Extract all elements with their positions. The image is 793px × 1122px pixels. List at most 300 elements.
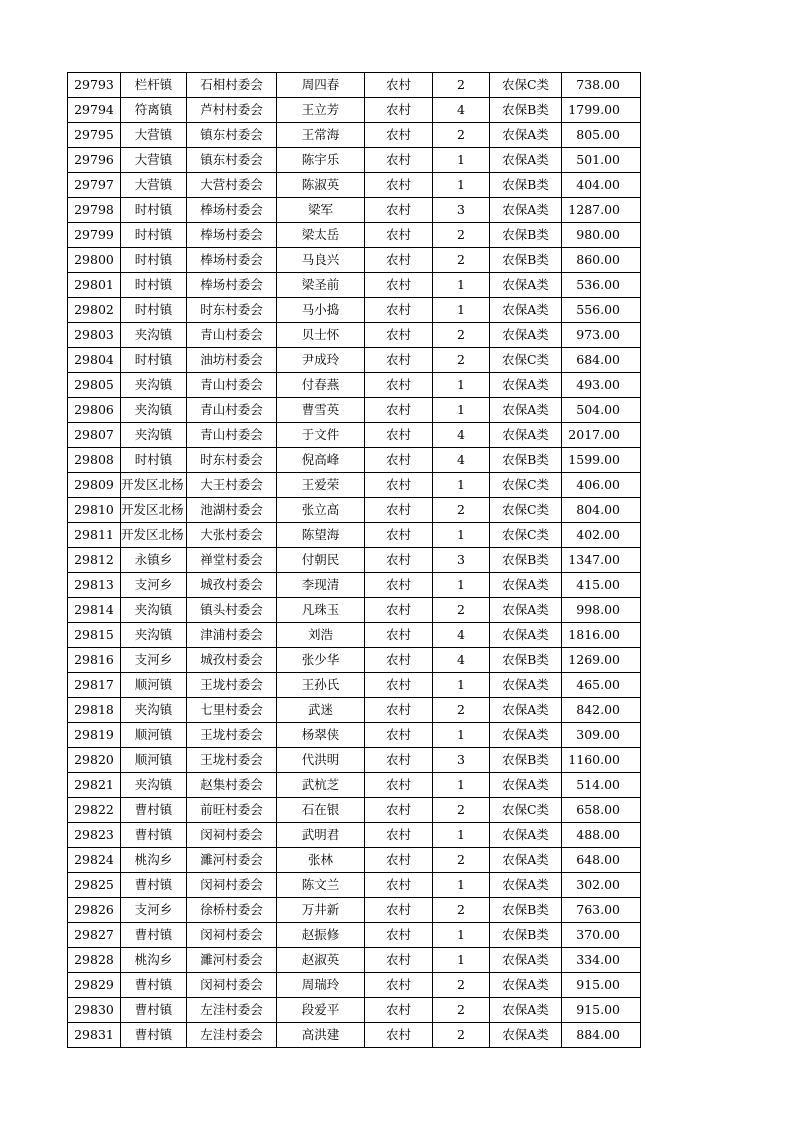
cell-village-committee: 芦村村委会 [187, 98, 277, 123]
cell-amount: 804.00 [562, 498, 641, 523]
cell-amount: 465.00 [562, 673, 641, 698]
cell-village-committee: 时东村委会 [187, 448, 277, 473]
cell-person-name: 陈文兰 [277, 873, 365, 898]
cell-person-name: 张立高 [277, 498, 365, 523]
cell-area-type: 农村 [365, 848, 433, 873]
cell-village-committee: 赵集村委会 [187, 773, 277, 798]
cell-area-type: 农村 [365, 198, 433, 223]
cell-amount: 501.00 [562, 148, 641, 173]
cell-town: 时村镇 [121, 273, 187, 298]
table-row [68, 473, 641, 498]
cell-row-id: 29804 [68, 348, 121, 373]
table-row [68, 423, 641, 448]
cell-insurance-category: 农保B类 [490, 173, 562, 198]
table-row [68, 398, 641, 423]
cell-row-id: 29795 [68, 123, 121, 148]
table-row [68, 873, 641, 898]
table-row [68, 598, 641, 623]
cell-amount: 860.00 [562, 248, 641, 273]
cell-area-type: 农村 [365, 748, 433, 773]
cell-town: 开发区北杨 [121, 473, 187, 498]
cell-village-committee: 镇头村委会 [187, 598, 277, 623]
cell-person-name: 陈淑英 [277, 173, 365, 198]
table-row [68, 523, 641, 548]
table-row [68, 248, 641, 273]
cell-village-committee: 徐桥村委会 [187, 898, 277, 923]
cell-person-name: 赵淑英 [277, 948, 365, 973]
cell-household-count: 1 [433, 298, 490, 323]
cell-insurance-category: 农保A类 [490, 998, 562, 1023]
cell-row-id: 29825 [68, 873, 121, 898]
cell-village-committee: 左洼村委会 [187, 998, 277, 1023]
cell-area-type: 农村 [365, 223, 433, 248]
cell-household-count: 2 [433, 898, 490, 923]
cell-village-committee: 闵祠村委会 [187, 873, 277, 898]
cell-amount: 415.00 [562, 573, 641, 598]
cell-area-type: 农村 [365, 398, 433, 423]
cell-insurance-category: 农保B类 [490, 748, 562, 773]
cell-area-type: 农村 [365, 798, 433, 823]
cell-row-id: 29808 [68, 448, 121, 473]
cell-household-count: 1 [433, 923, 490, 948]
cell-area-type: 农村 [365, 873, 433, 898]
cell-row-id: 29817 [68, 673, 121, 698]
cell-town: 曹村镇 [121, 873, 187, 898]
cell-household-count: 4 [433, 648, 490, 673]
cell-person-name: 陈望海 [277, 523, 365, 548]
cell-area-type: 农村 [365, 698, 433, 723]
cell-person-name: 张少华 [277, 648, 365, 673]
cell-row-id: 29814 [68, 598, 121, 623]
cell-household-count: 2 [433, 698, 490, 723]
cell-household-count: 1 [433, 773, 490, 798]
cell-amount: 514.00 [562, 773, 641, 798]
cell-person-name: 刘浩 [277, 623, 365, 648]
cell-town: 永镇乡 [121, 548, 187, 573]
table-row [68, 173, 641, 198]
cell-town: 顺河镇 [121, 723, 187, 748]
cell-household-count: 2 [433, 323, 490, 348]
cell-person-name: 尹成玲 [277, 348, 365, 373]
cell-person-name: 梁太岳 [277, 223, 365, 248]
cell-amount: 1287.00 [562, 198, 641, 223]
cell-area-type: 农村 [365, 998, 433, 1023]
cell-person-name: 武迷 [277, 698, 365, 723]
cell-household-count: 1 [433, 523, 490, 548]
cell-area-type: 农村 [365, 423, 433, 448]
cell-area-type: 农村 [365, 573, 433, 598]
cell-village-committee: 禅堂村委会 [187, 548, 277, 573]
cell-household-count: 1 [433, 173, 490, 198]
table-row [68, 148, 641, 173]
cell-household-count: 4 [433, 98, 490, 123]
cell-amount: 493.00 [562, 373, 641, 398]
cell-amount: 406.00 [562, 473, 641, 498]
cell-household-count: 1 [433, 673, 490, 698]
cell-amount: 2017.00 [562, 423, 641, 448]
cell-insurance-category: 农保A类 [490, 598, 562, 623]
cell-area-type: 农村 [365, 148, 433, 173]
cell-area-type: 农村 [365, 98, 433, 123]
cell-household-count: 1 [433, 723, 490, 748]
table-row [68, 973, 641, 998]
cell-person-name: 李现清 [277, 573, 365, 598]
cell-insurance-category: 农保C类 [490, 798, 562, 823]
cell-person-name: 付朝民 [277, 548, 365, 573]
table-row [68, 848, 641, 873]
cell-person-name: 陈宇乐 [277, 148, 365, 173]
cell-amount: 658.00 [562, 798, 641, 823]
cell-person-name: 曹雪英 [277, 398, 365, 423]
cell-household-count: 2 [433, 498, 490, 523]
cell-village-committee: 城孜村委会 [187, 573, 277, 598]
cell-amount: 915.00 [562, 973, 641, 998]
cell-household-count: 1 [433, 398, 490, 423]
cell-insurance-category: 农保C类 [490, 348, 562, 373]
cell-insurance-category: 农保A类 [490, 123, 562, 148]
cell-insurance-category: 农保A类 [490, 1023, 562, 1048]
cell-village-committee: 时东村委会 [187, 298, 277, 323]
table-body [68, 73, 641, 1048]
cell-household-count: 2 [433, 998, 490, 1023]
cell-amount: 998.00 [562, 598, 641, 623]
cell-person-name: 王立芳 [277, 98, 365, 123]
cell-area-type: 农村 [365, 598, 433, 623]
cell-person-name: 张林 [277, 848, 365, 873]
cell-insurance-category: 农保A类 [490, 373, 562, 398]
cell-village-committee: 棒场村委会 [187, 223, 277, 248]
table-row [68, 198, 641, 223]
cell-village-committee: 青山村委会 [187, 323, 277, 348]
cell-town: 夹沟镇 [121, 773, 187, 798]
cell-amount: 915.00 [562, 998, 641, 1023]
cell-amount: 334.00 [562, 948, 641, 973]
cell-insurance-category: 农保C类 [490, 523, 562, 548]
cell-row-id: 29815 [68, 623, 121, 648]
cell-household-count: 1 [433, 823, 490, 848]
cell-town: 桃沟乡 [121, 948, 187, 973]
cell-town: 时村镇 [121, 198, 187, 223]
cell-insurance-category: 农保A类 [490, 673, 562, 698]
cell-town: 夹沟镇 [121, 373, 187, 398]
cell-row-id: 29820 [68, 748, 121, 773]
cell-insurance-category: 农保B类 [490, 248, 562, 273]
cell-household-count: 2 [433, 598, 490, 623]
cell-household-count: 2 [433, 848, 490, 873]
cell-town: 夹沟镇 [121, 698, 187, 723]
cell-area-type: 农村 [365, 623, 433, 648]
cell-village-committee: 七里村委会 [187, 698, 277, 723]
cell-person-name: 梁圣前 [277, 273, 365, 298]
cell-insurance-category: 农保A类 [490, 973, 562, 998]
cell-person-name: 马小捣 [277, 298, 365, 323]
cell-person-name: 贝士怀 [277, 323, 365, 348]
cell-town: 栏杆镇 [121, 73, 187, 98]
cell-amount: 302.00 [562, 873, 641, 898]
cell-village-committee: 大王村委会 [187, 473, 277, 498]
cell-person-name: 于文件 [277, 423, 365, 448]
cell-person-name: 王常海 [277, 123, 365, 148]
table-row [68, 123, 641, 148]
cell-insurance-category: 农保A类 [490, 398, 562, 423]
cell-household-count: 1 [433, 873, 490, 898]
cell-person-name: 石在银 [277, 798, 365, 823]
cell-person-name: 付春燕 [277, 373, 365, 398]
cell-person-name: 凡珠玉 [277, 598, 365, 623]
cell-amount: 738.00 [562, 73, 641, 98]
cell-amount: 684.00 [562, 348, 641, 373]
cell-insurance-category: 农保A类 [490, 198, 562, 223]
cell-town: 时村镇 [121, 223, 187, 248]
cell-person-name: 倪高峰 [277, 448, 365, 473]
cell-row-id: 29822 [68, 798, 121, 823]
cell-row-id: 29819 [68, 723, 121, 748]
cell-amount: 488.00 [562, 823, 641, 848]
cell-village-committee: 濉河村委会 [187, 848, 277, 873]
cell-row-id: 29828 [68, 948, 121, 973]
cell-town: 支河乡 [121, 648, 187, 673]
cell-town: 符离镇 [121, 98, 187, 123]
cell-town: 支河乡 [121, 573, 187, 598]
cell-village-committee: 棒场村委会 [187, 198, 277, 223]
cell-insurance-category: 农保A类 [490, 773, 562, 798]
cell-village-committee: 前旺村委会 [187, 798, 277, 823]
cell-person-name: 段爱平 [277, 998, 365, 1023]
table-row [68, 298, 641, 323]
cell-area-type: 农村 [365, 523, 433, 548]
cell-area-type: 农村 [365, 248, 433, 273]
cell-area-type: 农村 [365, 973, 433, 998]
cell-person-name: 高洪建 [277, 1023, 365, 1048]
table-row [68, 448, 641, 473]
cell-town: 大营镇 [121, 123, 187, 148]
cell-village-committee: 池湖村委会 [187, 498, 277, 523]
cell-row-id: 29830 [68, 998, 121, 1023]
cell-town: 顺河镇 [121, 673, 187, 698]
cell-amount: 648.00 [562, 848, 641, 873]
cell-row-id: 29829 [68, 973, 121, 998]
cell-town: 开发区北杨 [121, 523, 187, 548]
cell-town: 顺河镇 [121, 748, 187, 773]
cell-amount: 1599.00 [562, 448, 641, 473]
cell-amount: 504.00 [562, 398, 641, 423]
cell-household-count: 3 [433, 748, 490, 773]
cell-amount: 1816.00 [562, 623, 641, 648]
cell-row-id: 29812 [68, 548, 121, 573]
cell-town: 时村镇 [121, 298, 187, 323]
cell-row-id: 29810 [68, 498, 121, 523]
cell-town: 夹沟镇 [121, 623, 187, 648]
table-row [68, 898, 641, 923]
cell-amount: 309.00 [562, 723, 641, 748]
cell-village-committee: 青山村委会 [187, 373, 277, 398]
table-row [68, 798, 641, 823]
cell-town: 曹村镇 [121, 823, 187, 848]
cell-town: 曹村镇 [121, 1023, 187, 1048]
cell-village-committee: 镇东村委会 [187, 123, 277, 148]
cell-area-type: 农村 [365, 673, 433, 698]
cell-village-committee: 城孜村委会 [187, 648, 277, 673]
cell-village-committee: 青山村委会 [187, 423, 277, 448]
cell-row-id: 29813 [68, 573, 121, 598]
cell-person-name: 代洪明 [277, 748, 365, 773]
table-row [68, 573, 641, 598]
table-row [68, 548, 641, 573]
table-row [68, 623, 641, 648]
table-row [68, 673, 641, 698]
cell-row-id: 29821 [68, 773, 121, 798]
cell-insurance-category: 农保A类 [490, 323, 562, 348]
cell-area-type: 农村 [365, 173, 433, 198]
cell-village-committee: 棒场村委会 [187, 273, 277, 298]
cell-person-name: 武杭芝 [277, 773, 365, 798]
cell-row-id: 29797 [68, 173, 121, 198]
cell-person-name: 杨翠侠 [277, 723, 365, 748]
cell-area-type: 农村 [365, 948, 433, 973]
table-row [68, 823, 641, 848]
cell-row-id: 29799 [68, 223, 121, 248]
cell-household-count: 4 [433, 623, 490, 648]
cell-row-id: 29796 [68, 148, 121, 173]
cell-row-id: 29798 [68, 198, 121, 223]
cell-person-name: 武明君 [277, 823, 365, 848]
table-row [68, 698, 641, 723]
cell-town: 曹村镇 [121, 973, 187, 998]
cell-town: 开发区北杨 [121, 498, 187, 523]
table-row [68, 948, 641, 973]
cell-town: 夹沟镇 [121, 398, 187, 423]
table-row [68, 998, 641, 1023]
cell-insurance-category: 农保C类 [490, 473, 562, 498]
cell-insurance-category: 农保A类 [490, 298, 562, 323]
cell-area-type: 农村 [365, 473, 433, 498]
cell-village-committee: 闵祠村委会 [187, 923, 277, 948]
cell-household-count: 1 [433, 373, 490, 398]
cell-town: 夹沟镇 [121, 598, 187, 623]
cell-household-count: 1 [433, 573, 490, 598]
cell-insurance-category: 农保B类 [490, 98, 562, 123]
cell-amount: 1799.00 [562, 98, 641, 123]
cell-household-count: 2 [433, 123, 490, 148]
table-row [68, 73, 641, 98]
cell-household-count: 1 [433, 948, 490, 973]
cell-household-count: 2 [433, 348, 490, 373]
cell-area-type: 农村 [365, 1023, 433, 1048]
cell-village-committee: 王垅村委会 [187, 723, 277, 748]
cell-person-name: 周四春 [277, 73, 365, 98]
cell-village-committee: 棒场村委会 [187, 248, 277, 273]
cell-insurance-category: 农保B类 [490, 923, 562, 948]
cell-area-type: 农村 [365, 273, 433, 298]
cell-row-id: 29807 [68, 423, 121, 448]
cell-area-type: 农村 [365, 448, 433, 473]
cell-insurance-category: 农保A类 [490, 273, 562, 298]
table-row [68, 748, 641, 773]
cell-village-committee: 大张村委会 [187, 523, 277, 548]
table-row [68, 648, 641, 673]
cell-amount: 842.00 [562, 698, 641, 723]
cell-area-type: 农村 [365, 498, 433, 523]
cell-amount: 884.00 [562, 1023, 641, 1048]
cell-amount: 404.00 [562, 173, 641, 198]
cell-town: 曹村镇 [121, 998, 187, 1023]
cell-insurance-category: 农保B类 [490, 448, 562, 473]
cell-area-type: 农村 [365, 323, 433, 348]
cell-row-id: 29811 [68, 523, 121, 548]
cell-row-id: 29831 [68, 1023, 121, 1048]
cell-insurance-category: 农保C类 [490, 73, 562, 98]
cell-village-committee: 镇东村委会 [187, 148, 277, 173]
cell-area-type: 农村 [365, 723, 433, 748]
cell-household-count: 1 [433, 473, 490, 498]
cell-row-id: 29803 [68, 323, 121, 348]
table-row [68, 98, 641, 123]
cell-row-id: 29818 [68, 698, 121, 723]
cell-row-id: 29823 [68, 823, 121, 848]
cell-insurance-category: 农保A类 [490, 698, 562, 723]
cell-village-committee: 濉河村委会 [187, 948, 277, 973]
cell-person-name: 梁军 [277, 198, 365, 223]
cell-row-id: 29827 [68, 923, 121, 948]
cell-row-id: 29826 [68, 898, 121, 923]
cell-town: 夹沟镇 [121, 323, 187, 348]
cell-row-id: 29806 [68, 398, 121, 423]
cell-area-type: 农村 [365, 298, 433, 323]
cell-insurance-category: 农保A类 [490, 823, 562, 848]
cell-row-id: 29809 [68, 473, 121, 498]
cell-household-count: 2 [433, 973, 490, 998]
cell-household-count: 2 [433, 223, 490, 248]
cell-household-count: 2 [433, 798, 490, 823]
cell-amount: 556.00 [562, 298, 641, 323]
data-table [67, 72, 641, 1048]
cell-area-type: 农村 [365, 123, 433, 148]
cell-town: 桃沟乡 [121, 848, 187, 873]
cell-insurance-category: 农保A类 [490, 148, 562, 173]
cell-household-count: 4 [433, 423, 490, 448]
cell-insurance-category: 农保B类 [490, 548, 562, 573]
cell-row-id: 29824 [68, 848, 121, 873]
cell-town: 大营镇 [121, 173, 187, 198]
cell-row-id: 29800 [68, 248, 121, 273]
cell-insurance-category: 农保A类 [490, 873, 562, 898]
cell-village-committee: 王垅村委会 [187, 673, 277, 698]
cell-row-id: 29805 [68, 373, 121, 398]
cell-household-count: 3 [433, 198, 490, 223]
cell-household-count: 1 [433, 273, 490, 298]
cell-town: 时村镇 [121, 348, 187, 373]
cell-amount: 1160.00 [562, 748, 641, 773]
table-row [68, 773, 641, 798]
cell-town: 曹村镇 [121, 798, 187, 823]
cell-amount: 973.00 [562, 323, 641, 348]
cell-row-id: 29802 [68, 298, 121, 323]
cell-household-count: 2 [433, 248, 490, 273]
cell-village-committee: 闵祠村委会 [187, 823, 277, 848]
cell-amount: 1347.00 [562, 548, 641, 573]
cell-person-name: 周瑞玲 [277, 973, 365, 998]
cell-village-committee: 津浦村委会 [187, 623, 277, 648]
table-row [68, 273, 641, 298]
cell-row-id: 29793 [68, 73, 121, 98]
cell-village-committee: 青山村委会 [187, 398, 277, 423]
cell-person-name: 万井新 [277, 898, 365, 923]
cell-insurance-category: 农保A类 [490, 623, 562, 648]
cell-village-committee: 闵祠村委会 [187, 973, 277, 998]
table-row [68, 723, 641, 748]
cell-insurance-category: 农保A类 [490, 848, 562, 873]
cell-row-id: 29801 [68, 273, 121, 298]
